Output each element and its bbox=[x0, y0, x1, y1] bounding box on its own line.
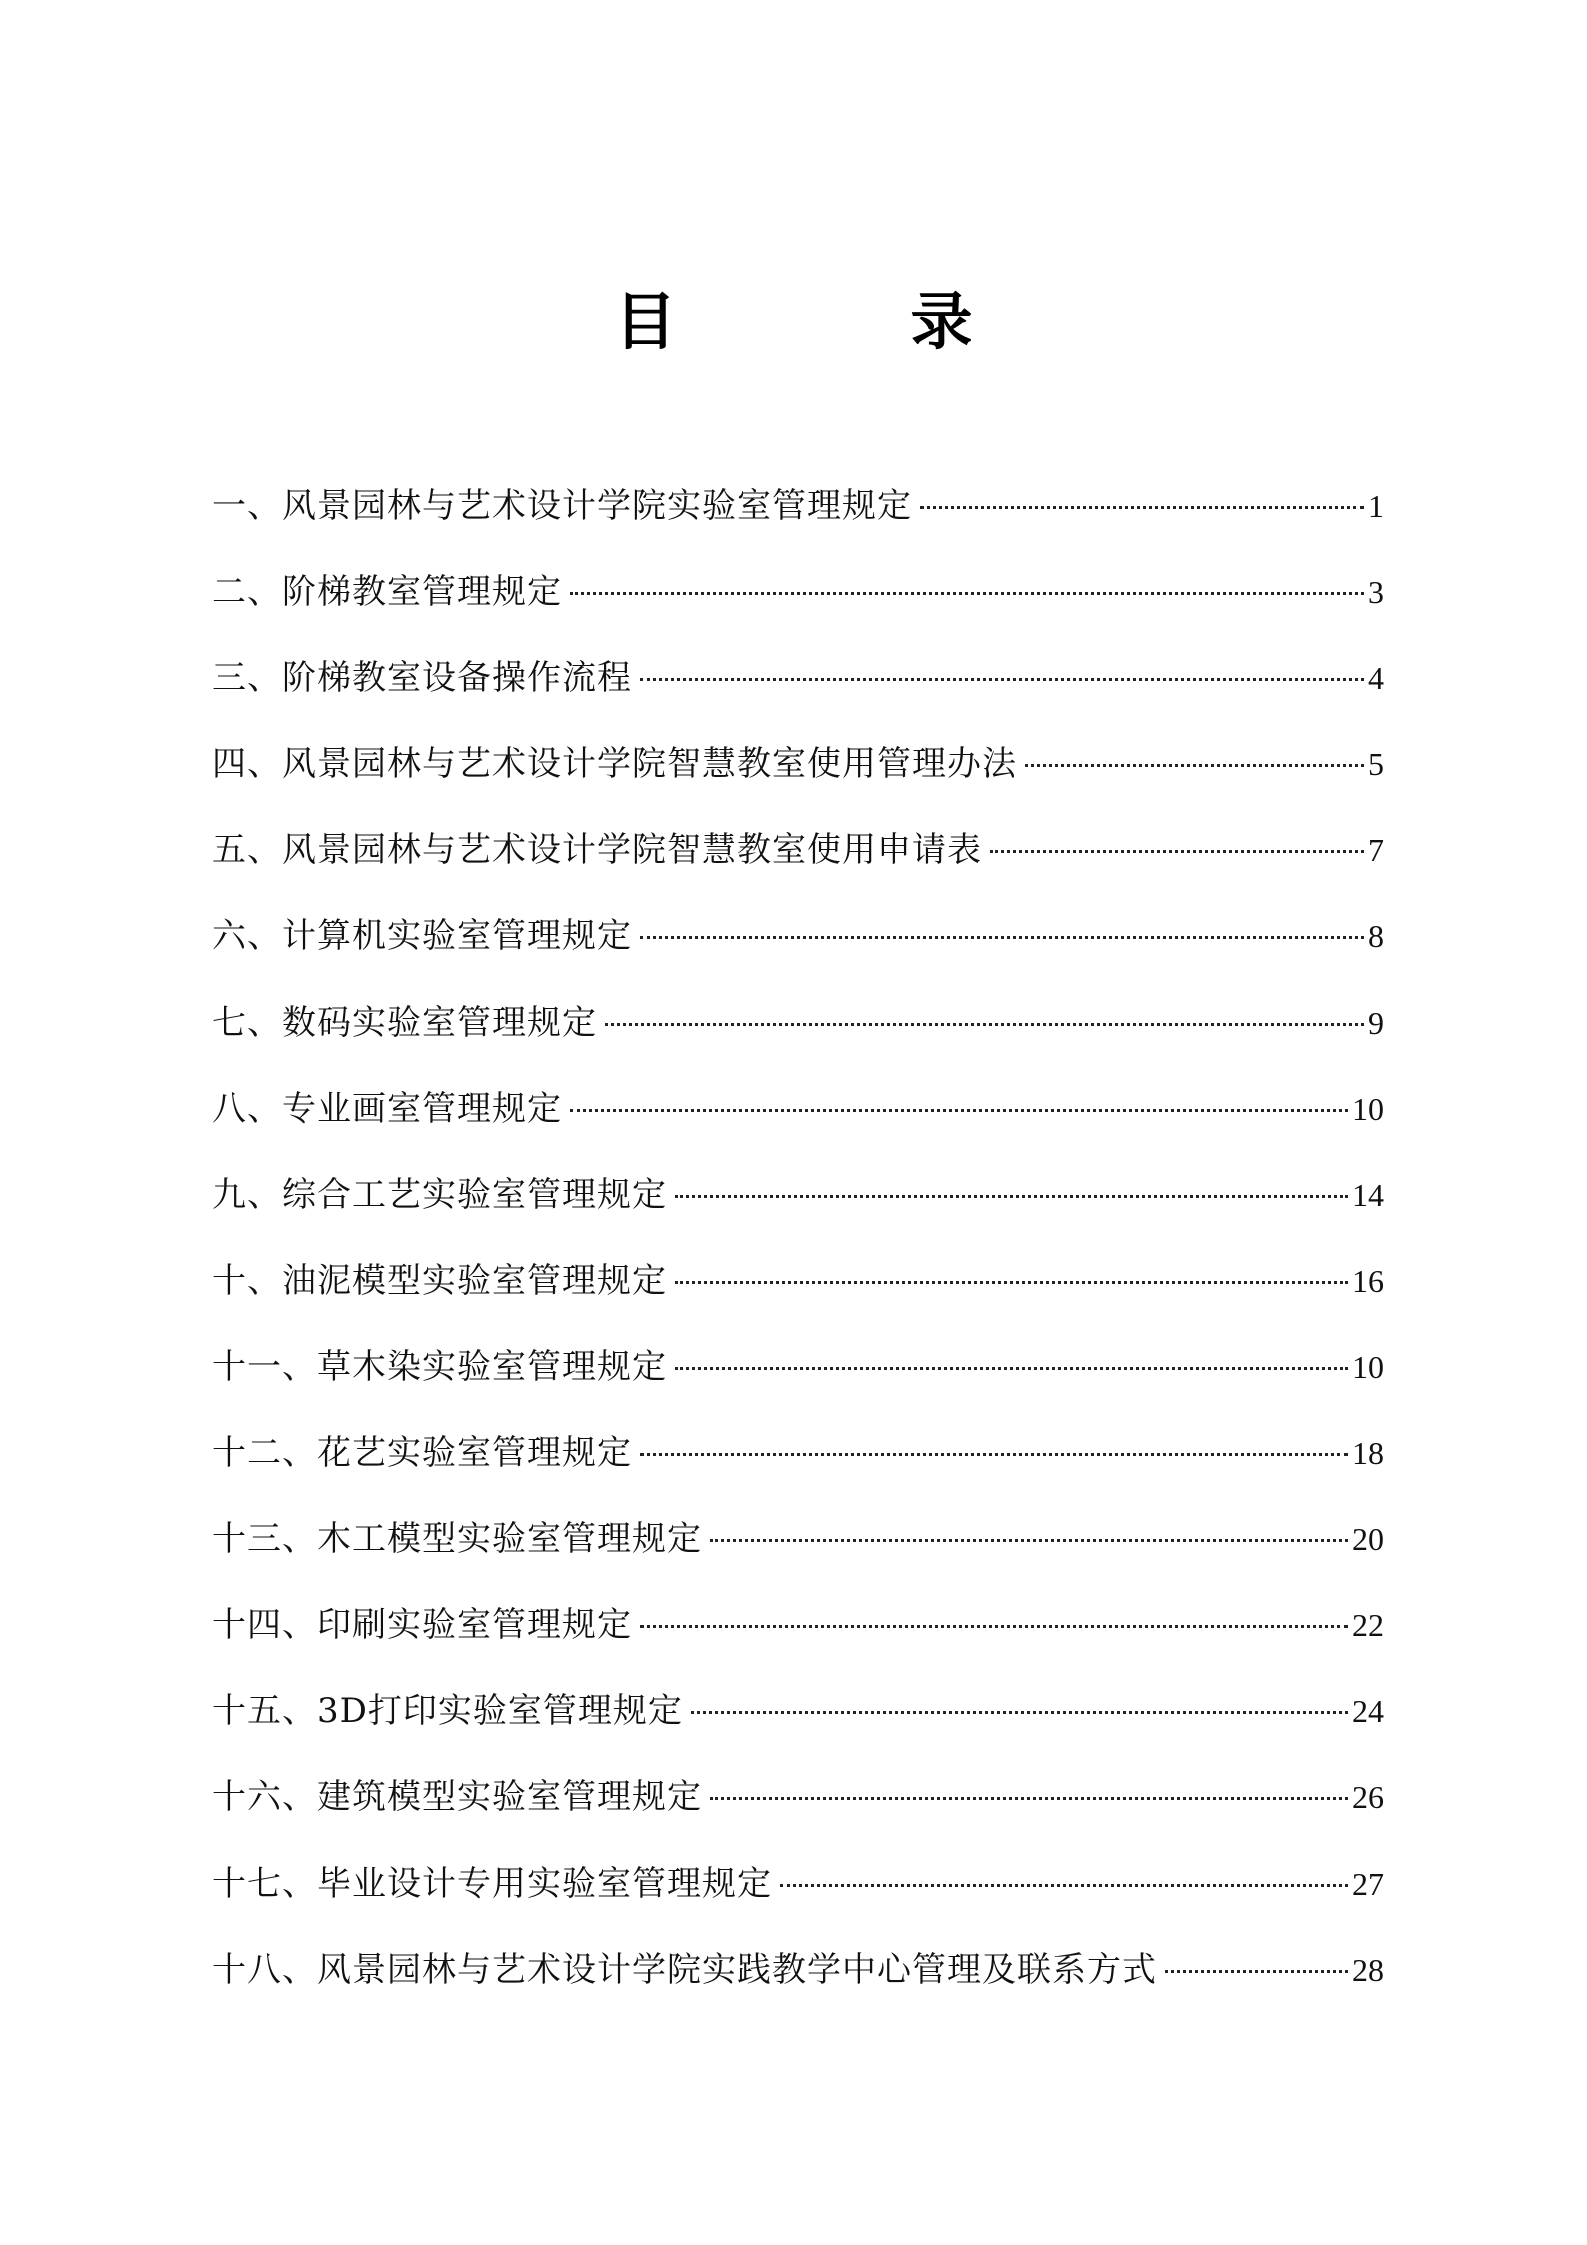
dot-leader bbox=[691, 1711, 1348, 1714]
toc-entry-label: 六、计算机实验室管理规定 bbox=[212, 916, 632, 957]
toc-entry-page: 24 bbox=[1352, 1693, 1384, 1730]
dot-leader bbox=[675, 1367, 1348, 1370]
toc-entry-page: 5 bbox=[1368, 746, 1384, 783]
toc-entry[interactable] bbox=[212, 1251, 1384, 1337]
toc-entry[interactable] bbox=[212, 1079, 1384, 1165]
dot-leader bbox=[1165, 1970, 1348, 1973]
toc-entry[interactable] bbox=[212, 1165, 1384, 1251]
toc-entry-label: 十二、花艺实验室管理规定 bbox=[212, 1433, 632, 1474]
toc-entry-page: 8 bbox=[1368, 918, 1384, 955]
dot-leader bbox=[710, 1797, 1348, 1800]
toc-entry-label: 十五、3D打印实验室管理规定 bbox=[212, 1691, 683, 1732]
dot-leader bbox=[990, 850, 1364, 853]
dot-leader bbox=[640, 936, 1364, 939]
toc-entry[interactable] bbox=[212, 1595, 1384, 1681]
dot-leader bbox=[920, 506, 1364, 509]
toc-entry[interactable] bbox=[212, 820, 1384, 906]
toc-entry-label: 四、风景园林与艺术设计学院智慧教室使用管理办法 bbox=[212, 744, 1017, 785]
toc-entry-page: 18 bbox=[1352, 1435, 1384, 1472]
toc-entry-page: 3 bbox=[1368, 574, 1384, 611]
table-of-contents bbox=[212, 476, 1384, 2026]
dot-leader bbox=[640, 1625, 1348, 1628]
dot-leader bbox=[675, 1281, 1348, 1284]
toc-entry-page: 27 bbox=[1352, 1865, 1384, 1902]
toc-entry[interactable] bbox=[212, 906, 1384, 992]
toc-entry[interactable] bbox=[212, 734, 1384, 820]
toc-entry-page: 26 bbox=[1352, 1779, 1384, 1816]
toc-entry-page: 16 bbox=[1352, 1262, 1384, 1299]
toc-entry[interactable] bbox=[212, 1337, 1384, 1423]
toc-entry-page: 9 bbox=[1368, 1004, 1384, 1041]
toc-entry-page: 4 bbox=[1368, 660, 1384, 697]
dot-leader bbox=[1025, 764, 1364, 767]
dot-leader bbox=[675, 1195, 1348, 1198]
toc-entry-page: 14 bbox=[1352, 1176, 1384, 1213]
toc-entry-label: 十、油泥模型实验室管理规定 bbox=[212, 1260, 667, 1301]
dot-leader bbox=[710, 1539, 1348, 1542]
toc-entry-label: 十八、风景园林与艺术设计学院实践教学中心管理及联系方式 bbox=[212, 1949, 1157, 1990]
toc-entry-label: 五、风景园林与艺术设计学院智慧教室使用申请表 bbox=[212, 830, 982, 871]
toc-entry-label: 二、阶梯教室管理规定 bbox=[212, 572, 562, 613]
toc-entry[interactable] bbox=[212, 1423, 1384, 1509]
toc-entry[interactable] bbox=[212, 993, 1384, 1079]
toc-entry[interactable] bbox=[212, 562, 1384, 648]
toc-entry-page: 10 bbox=[1352, 1090, 1384, 1127]
toc-entry-label: 十六、建筑模型实验室管理规定 bbox=[212, 1777, 702, 1818]
dot-leader bbox=[570, 592, 1364, 595]
toc-entry-label: 十三、木工模型实验室管理规定 bbox=[212, 1519, 702, 1560]
toc-entry-label: 八、专业画室管理规定 bbox=[212, 1088, 562, 1129]
toc-entry-label: 三、阶梯教室设备操作流程 bbox=[212, 658, 632, 699]
toc-entry-label: 七、数码实验室管理规定 bbox=[212, 1002, 597, 1043]
toc-entry[interactable] bbox=[212, 1767, 1384, 1853]
toc-entry-label: 九、综合工艺实验室管理规定 bbox=[212, 1174, 667, 1215]
toc-entry-label: 十七、毕业设计专用实验室管理规定 bbox=[212, 1863, 772, 1904]
toc-entry-page: 20 bbox=[1352, 1521, 1384, 1558]
dot-leader bbox=[640, 1453, 1348, 1456]
toc-entry-label: 一、风景园林与艺术设计学院实验室管理规定 bbox=[212, 486, 912, 526]
toc-entry-page: 7 bbox=[1368, 832, 1384, 869]
dot-leader bbox=[570, 1109, 1348, 1112]
toc-entry[interactable] bbox=[212, 1940, 1384, 2026]
toc-entry[interactable] bbox=[212, 476, 1384, 562]
toc-entry[interactable] bbox=[212, 1509, 1384, 1595]
toc-entry-page: 22 bbox=[1352, 1607, 1384, 1644]
toc-title: 目 录 bbox=[614, 285, 1059, 358]
toc-entry[interactable] bbox=[212, 1854, 1384, 1940]
dot-leader bbox=[605, 1023, 1364, 1026]
dot-leader bbox=[640, 678, 1364, 681]
toc-entry[interactable] bbox=[212, 648, 1384, 734]
toc-entry-page: 10 bbox=[1352, 1348, 1384, 1385]
toc-entry-label: 十一、草木染实验室管理规定 bbox=[212, 1346, 667, 1387]
dot-leader bbox=[780, 1884, 1348, 1887]
toc-entry-page: 28 bbox=[1352, 1951, 1384, 1988]
toc-entry-page: 1 bbox=[1368, 488, 1384, 524]
toc-entry[interactable] bbox=[212, 1681, 1384, 1767]
toc-entry-label: 十四、印刷实验室管理规定 bbox=[212, 1605, 632, 1646]
